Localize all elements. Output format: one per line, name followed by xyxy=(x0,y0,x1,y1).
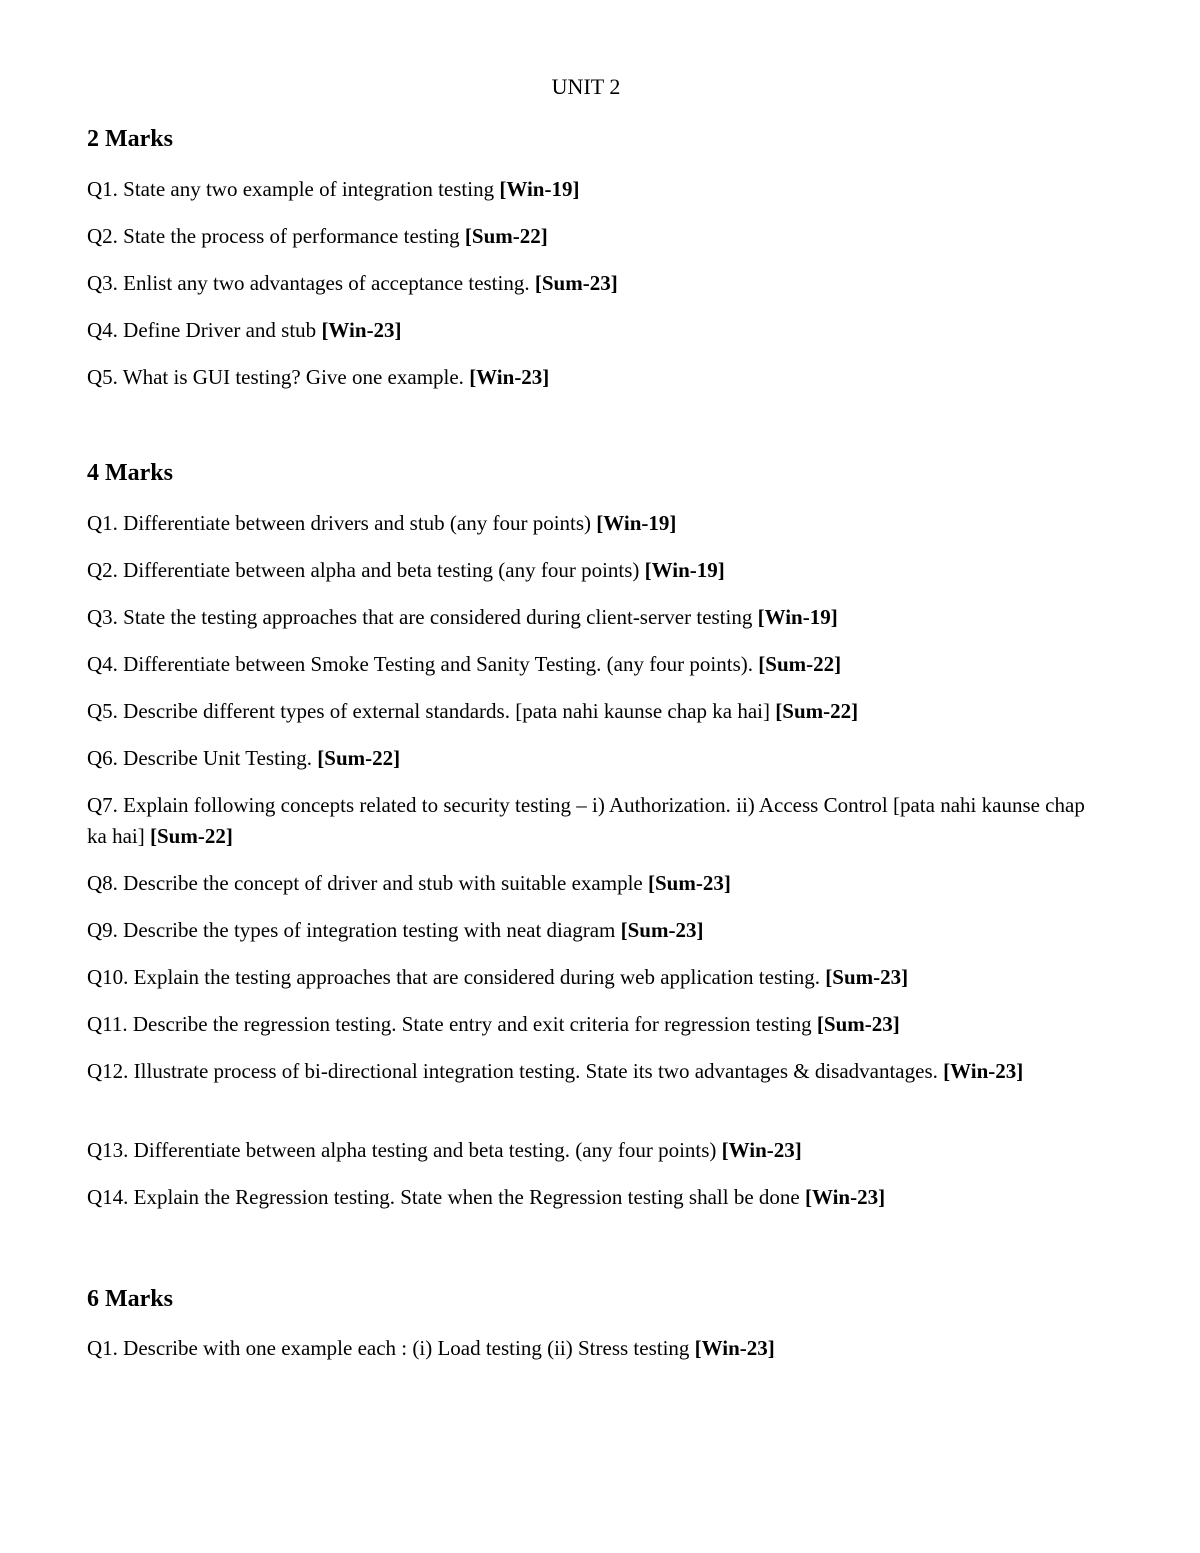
exam-tag: [Win-19] xyxy=(499,177,580,201)
question-2m-q1 xyxy=(87,174,1097,205)
question-2m-q4 xyxy=(87,315,1097,346)
exam-tag: [Win-23] xyxy=(469,365,550,389)
exam-tag: [Sum-22] xyxy=(758,652,842,676)
exam-tag: [Sum-22] xyxy=(464,224,548,248)
question-2m-q5 xyxy=(87,362,1097,393)
question-4m-q4 xyxy=(87,649,1097,680)
question-2m-q2 xyxy=(87,221,1097,252)
question-text: Q14. Explain the Regression testing. State when the Regression testing shall be done xyxy=(87,1185,800,1209)
exam-tag: [Win-23] xyxy=(943,1059,1024,1083)
question-text: Q3. Enlist any two advantages of acceptance testing. xyxy=(87,271,530,295)
question-4m-q13 xyxy=(87,1135,1097,1166)
question-text: Q4. Differentiate between Smoke Testing and Sanity Testing. (any four points). xyxy=(87,652,754,676)
exam-tag: [Win-23] xyxy=(804,1185,886,1209)
exam-tag: [Win-19] xyxy=(757,605,838,629)
question-text: Q11. Describe the regression testing. State entry and exit criteria for regression testing xyxy=(87,1012,812,1036)
question-text: Q13. Differentiate between alpha testing and beta testing. (any four points) xyxy=(87,1138,717,1162)
exam-tag: [Sum-23] xyxy=(534,271,618,295)
question-text: Q12. Illustrate process of bi-directional integration testing. State its two advantages & disadvantages. xyxy=(87,1059,938,1083)
exam-tag: [Sum-22] xyxy=(317,746,401,770)
exam-tag: [Sum-23] xyxy=(648,871,731,895)
question-text: Q8. Describe the concept of driver and stub with suitable example xyxy=(87,871,643,895)
question-text: Q6. Describe Unit Testing. xyxy=(87,746,313,770)
question-text: Q2. State the process of performance testing xyxy=(87,224,460,248)
exam-tag: [Sum-23] xyxy=(825,965,909,989)
exam-tag: [Sum-22] xyxy=(149,824,233,848)
question-4m-q10 xyxy=(87,962,1097,993)
question-text: Q9. Describe the types of integration testing with neat diagram xyxy=(87,918,616,942)
question-4m-q6 xyxy=(87,743,1097,774)
question-4m-q12 xyxy=(87,1056,1097,1087)
question-4m-q9 xyxy=(87,915,1097,946)
unit-title: UNIT 2 xyxy=(551,74,621,99)
question-2m-q3 xyxy=(87,268,1097,299)
question-4m-q8 xyxy=(87,868,1097,899)
question-4m-q5 xyxy=(87,696,1097,727)
question-text: Q1. Differentiate between drivers and stub (any four points) xyxy=(87,511,592,535)
section-heading-6-marks: 6 Marks xyxy=(87,1286,173,1312)
question-text: Q5. Describe different types of external standards. [pata nahi kaunse chap ka hai] xyxy=(87,699,771,723)
question-6m-q1 xyxy=(87,1333,1097,1364)
exam-tag: [Sum-22] xyxy=(775,699,859,723)
question-text: Q1. State any two example of integration testing xyxy=(87,177,495,201)
question-4m-q3 xyxy=(87,602,1097,633)
exam-tag: [Win-19] xyxy=(596,511,677,535)
question-text: Q4. Define Driver and stub xyxy=(87,318,317,342)
section-heading-4-marks: 4 Marks xyxy=(87,460,173,486)
question-4m-q1 xyxy=(87,508,1097,539)
question-4m-q7 xyxy=(87,790,1097,852)
exam-tag: [Win-23] xyxy=(694,1336,775,1360)
question-text: Q1. Describe with one example each : (i) Load testing (ii) Stress testing xyxy=(87,1336,690,1360)
exam-tag: [Win-23] xyxy=(321,318,402,342)
section-heading-2-marks: 2 Marks xyxy=(87,126,173,152)
exam-tag: [Win-19] xyxy=(644,558,725,582)
question-text: Q5. What is GUI testing? Give one example. xyxy=(87,365,464,389)
exam-tag: [Sum-23] xyxy=(816,1012,900,1036)
question-text: Q7. Explain following concepts related to security testing – i) Authorization. ii) Access Control [pata nahi kaunse chap ka hai] xyxy=(87,793,1085,848)
question-4m-q14 xyxy=(87,1182,1097,1213)
exam-tag: [Sum-23] xyxy=(620,918,704,942)
question-text: Q3. State the testing approaches that are considered during client-server testing xyxy=(87,605,753,629)
question-text: Q10. Explain the testing approaches that are considered during web application testing. xyxy=(87,965,821,989)
question-4m-q11 xyxy=(87,1009,1097,1040)
question-text: Q2. Differentiate between alpha and beta testing (any four points) xyxy=(87,558,640,582)
exam-tag: [Win-23] xyxy=(721,1138,802,1162)
question-4m-q2 xyxy=(87,555,1097,586)
